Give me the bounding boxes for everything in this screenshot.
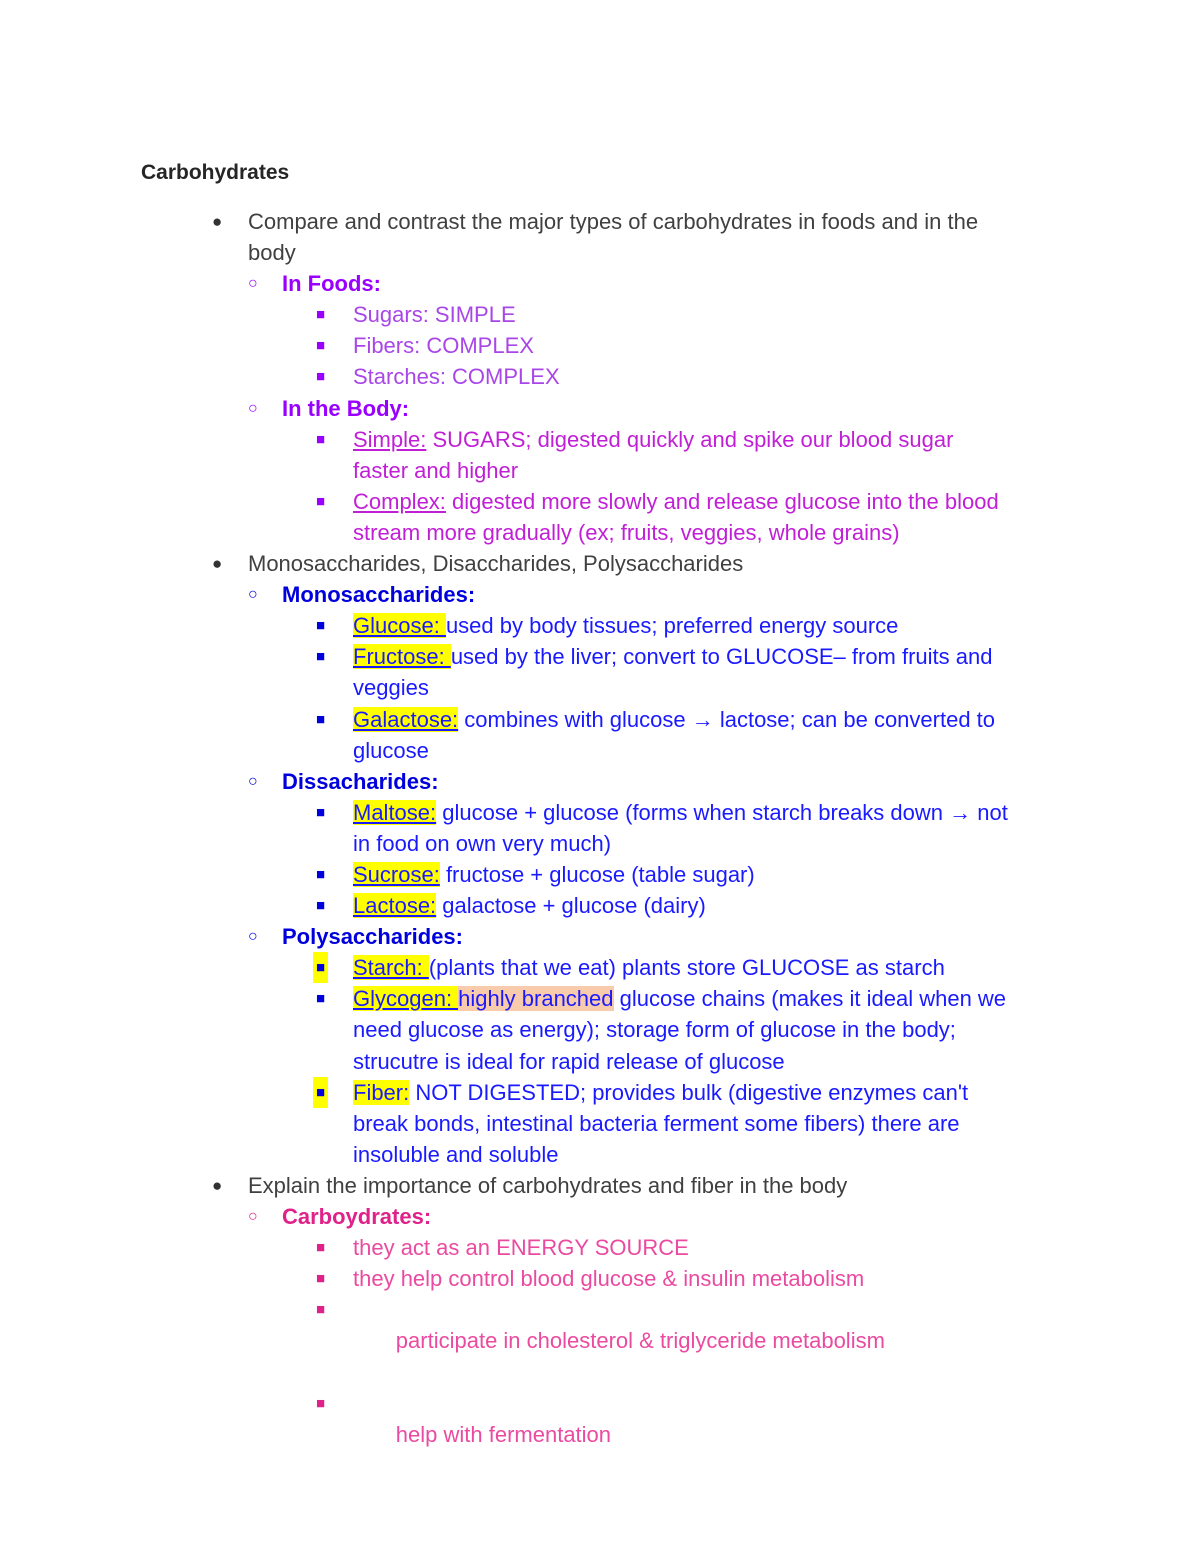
- list-item-fiber: ■ Fiber: NOT DIGESTED; provides bulk (digestive enzymes can't: [0, 1077, 1200, 1108]
- list-item-starch: ■ Starch: (plants that we eat) plants store GLUCOSE as starch: [0, 952, 1200, 983]
- bullet-square-icon: ■: [316, 1270, 326, 1288]
- bullet-square-icon: ■: [313, 952, 328, 983]
- subheading-carboydrates: ○ Carboydrates:: [0, 1201, 1200, 1232]
- subheading-polysaccharides: ○ Polysaccharides:: [0, 921, 1200, 952]
- list-item-fructose-cont: veggies: [353, 675, 429, 701]
- list-item-cholesterol: ■ participate in cholesterol & triglyceride metabolism: [0, 1294, 1200, 1387]
- list-item-fermentation: ■ help with fermentation: [0, 1388, 1200, 1481]
- list-item-compare: ● Compare and contrast the major types of carbohydrates in foods and in the: [0, 206, 1200, 237]
- list-item-energy: ■ they act as an ENERGY SOURCE: [0, 1232, 1200, 1263]
- bullet-disc-icon: ●: [212, 212, 223, 231]
- subheading-in-the-body: ○ In the Body:: [0, 393, 1200, 424]
- bullet-square-icon: ■: [316, 368, 326, 386]
- list-item-starches: ■ Starches: COMPLEX: [0, 361, 1200, 392]
- list-item-lactose: ■ Lactose: galactose + glucose (dairy): [0, 890, 1200, 921]
- list-item-glycogen: ■ Glycogen: highly branched glucose chains (makes it ideal when we: [0, 983, 1200, 1014]
- bullet-square-icon: ■: [316, 337, 326, 355]
- subheading-monosaccharides: ○ Monosaccharides:: [0, 579, 1200, 610]
- list-item-galactose: ■ Galactose: combines with glucose → lactose; can be converted to: [0, 704, 1200, 735]
- list-item-sugars: ■ Sugars: SIMPLE: [0, 299, 1200, 330]
- subheading-in-foods: ○ In Foods:: [0, 268, 1200, 299]
- bullet-square-icon: ■: [316, 803, 326, 821]
- page-title: Carbohydrates: [141, 161, 290, 184]
- list-item-glycogen-cont: strucutre is ideal for rapid release of glucose: [353, 1048, 785, 1074]
- bullet-circle-icon: ○: [248, 1208, 258, 1225]
- bullet-square-icon: ■: [316, 430, 326, 448]
- bullet-circle-icon: ○: [248, 586, 258, 604]
- list-item-complex: ■ Complex: digested more slowly and release glucose into the blood: [0, 486, 1200, 517]
- bullet-disc-icon: ●: [212, 554, 223, 574]
- list-item-importance: ● Explain the importance of carbohydrates and fiber in the body: [0, 1170, 1200, 1201]
- bullet-circle-icon: ○: [248, 275, 258, 293]
- subheading-dissacharides: ○ Dissacharides:: [0, 766, 1200, 797]
- bullet-circle-icon: ○: [248, 772, 258, 790]
- bullet-square-icon: ■: [316, 710, 326, 728]
- list-item-galactose-cont: glucose: [353, 737, 429, 763]
- list-item-simple: ■ Simple: SUGARS; digested quickly and spike our blood sugar: [0, 424, 1200, 455]
- list-item-maltose: ■ Maltose: glucose + glucose (forms when starch breaks down → not: [0, 797, 1200, 828]
- bullet-square-icon: ■: [316, 306, 326, 324]
- bullet-square-icon: ■: [316, 865, 326, 883]
- list-item-simple-cont: faster and higher: [353, 457, 519, 483]
- bullet-square-icon: ■: [313, 1077, 328, 1108]
- list-item-types: ● Monosaccharides, Disaccharides, Polysaccharides: [0, 548, 1200, 579]
- list-item-maltose-cont: in food on own very much): [353, 830, 612, 856]
- bullet-square-icon: ■: [316, 1394, 326, 1412]
- list-item-complex-cont: stream more gradually (ex; fruits, veggies, whole grains): [353, 519, 900, 545]
- bullet-disc-icon: ●: [212, 1175, 223, 1195]
- bullet-square-icon: ■: [316, 990, 326, 1008]
- list-item-fiber-cont: break bonds, intestinal bacteria ferment some fibers) there are: [353, 1110, 960, 1136]
- bullet-circle-icon: ○: [248, 928, 258, 946]
- list-item-fibers: ■ Fibers: COMPLEX: [0, 330, 1200, 361]
- list-item-sucrose: ■ Sucrose: fructose + glucose (table sugar): [0, 859, 1200, 890]
- bullet-square-icon: ■: [316, 1239, 326, 1257]
- list-item-blood-glucose: ■ they help control blood glucose & insulin metabolism: [0, 1263, 1200, 1294]
- bullet-square-icon: ■: [316, 897, 326, 915]
- bullet-circle-icon: ○: [248, 399, 258, 417]
- outline: [0, 206, 1200, 1481]
- list-item-compare-cont: body: [248, 240, 296, 266]
- list-item-glycogen-cont: need glucose as energy); storage form of glucose in the body;: [353, 1017, 956, 1043]
- list-item-fructose: ■ Fructose: used by the liver; convert to GLUCOSE– from fruits and: [0, 641, 1200, 672]
- bullet-square-icon: ■: [316, 617, 326, 635]
- bullet-square-icon: ■: [316, 1301, 326, 1319]
- list-item-glucose: ■ Glucose: used by body tissues; preferred energy source: [0, 610, 1200, 641]
- list-item-fiber-cont: insoluble and soluble: [353, 1141, 559, 1167]
- bullet-square-icon: ■: [316, 492, 326, 510]
- bullet-square-icon: ■: [316, 648, 326, 666]
